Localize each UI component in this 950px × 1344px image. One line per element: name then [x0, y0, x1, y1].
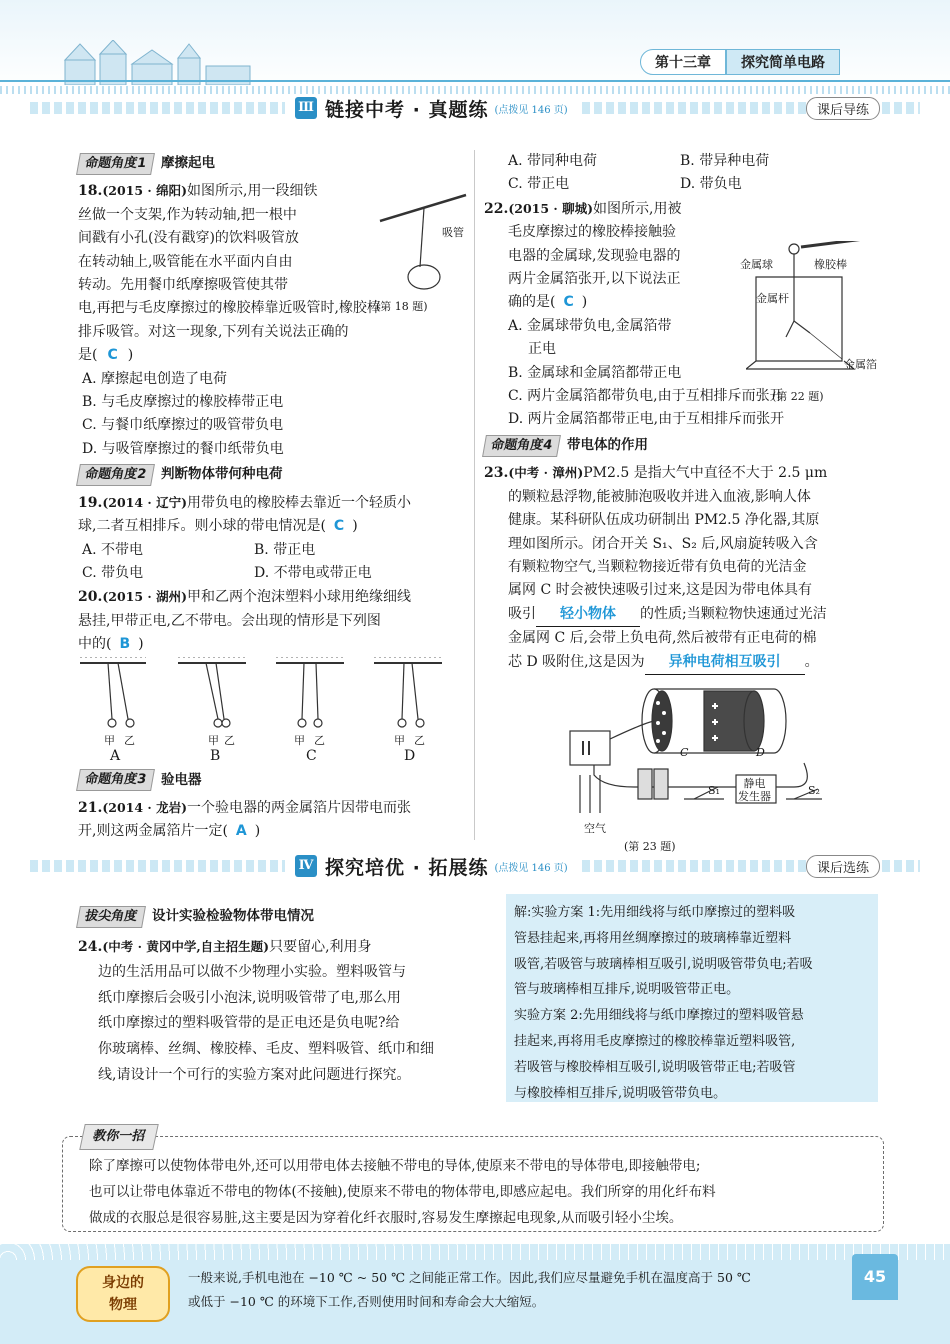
choice-label: A [110, 747, 121, 764]
q22-option: 正电 [528, 341, 556, 358]
q21-option: C. 带正电 [508, 176, 570, 193]
badge-line: 身边的 [102, 1275, 144, 1291]
angle-2 [78, 463, 468, 486]
ball-label: 乙 [414, 733, 425, 747]
page-number: 45 [852, 1254, 898, 1300]
q23-label-c: C [680, 745, 689, 759]
angle-text: 带电体的作用 [567, 436, 649, 453]
solution-line: 管悬挂起来,再将用丝绸摩擦过的玻璃棒靠近塑料 [514, 930, 792, 946]
question-20 [78, 585, 468, 766]
q22-line: 毛皮摩擦过的橡胶棒接触验 [508, 224, 676, 241]
q18-line: 转动。先用餐巾纸摩擦吸管使其带 [78, 277, 288, 294]
angle-label: 拔尖角度 [76, 906, 146, 928]
q19-options-row [82, 562, 468, 585]
q18-line: 间戳有小孔(没有戳穿)的饮料吸管放 [78, 230, 299, 247]
right-column [484, 150, 884, 853]
q22-line: 电器的金属球,发现验电器的 [508, 247, 681, 264]
q18-fig-caption: (第 18 题) [376, 300, 428, 314]
q20-figure-svg [78, 657, 468, 737]
teach-line: 除了摩擦可以使物体带电外,还可以用带电体去接触不带电的导体,使原来不带电的导体带电,即接触带电; [89, 1158, 701, 1174]
q19-option: D. 不带电或带正电 [254, 564, 372, 581]
column-divider [474, 150, 475, 840]
q21-line: 21.(2014 · 龙岩)一个验电器的两金属箔片因带电而张 [78, 799, 412, 816]
section-tag: 课后导练 [806, 97, 880, 120]
ball-label: 甲 [394, 733, 405, 747]
chapter-tab [640, 48, 840, 76]
solution-line: 实验方案 2:先用细线将与纸巾摩擦过的塑料吸管悬 [514, 1008, 804, 1024]
q23-line: 健康。某科研队伍成功研制出 PM2.5 净化器,其原 [508, 512, 820, 529]
q21-option: D. 带负电 [680, 176, 742, 193]
q22-fig-caption: (第 22 题) [772, 389, 824, 403]
q23-line: 金属网 C 后,会带上负电荷,然后被带有正电荷的棉 [508, 630, 817, 647]
section-banner-3 [30, 94, 920, 122]
angle-text: 设计实验检验物体带电情况 [152, 908, 315, 924]
section-title: 探究培优 · 拓展练 [325, 856, 489, 879]
banner-title-wrap [285, 94, 578, 122]
q22-option: B. 金属球和金属箔都带正电 [508, 364, 682, 381]
q22-option: A. 金属球带负电,金属箔带 [508, 317, 672, 334]
q23-label-d: D [756, 745, 765, 759]
answer: A [235, 823, 247, 840]
q24-line: 纸巾摩擦过的塑料吸管带的是正电还是负电呢?给 [98, 1015, 400, 1032]
teach-line: 也可以让带电体靠近不带电的物体(不接触),使原来不带电的物体带电,即感应起电。我们所穿的用化纤布料 [89, 1184, 716, 1200]
q22-line: 确的是( C ) [508, 294, 588, 311]
angle-text: 摩擦起电 [161, 155, 216, 171]
q22-line: 两片金属箔张开,以下说法正 [508, 271, 681, 288]
q23-line: 吸引 轻小物体 的性质;当颗粒物快速通过光洁 [484, 603, 884, 627]
q23-figure-svg [554, 683, 834, 833]
ball-label: 甲 [208, 733, 219, 747]
q18-line: 排斥吸管。对这一现象,下列有关说法正确的 [78, 323, 349, 340]
q23-line: 23.(中考 · 漳州)PM2.5 是指大气中直径不大于 2.5 μm [484, 465, 828, 482]
q23-fig-caption: (第 23 题) [624, 839, 676, 853]
answer: C [563, 294, 574, 311]
q22-fig-label-pole: 金属杆 [756, 291, 789, 305]
q20-figures [78, 657, 468, 767]
q18-line: 电,再把与毛皮摩擦过的橡胶棒靠近吸管时,橡胶棒 [78, 300, 381, 317]
question-24-block [78, 902, 478, 1088]
q22-option: D. 两片金属箔都带正电,由于互相排斥而张开 [508, 411, 785, 428]
section-banner-4 [30, 852, 920, 880]
angle-text: 判断物体带何种电荷 [161, 466, 283, 483]
castle-illustration [60, 40, 260, 85]
q21-option: B. 带异种电荷 [680, 153, 770, 169]
solution-line: 与橡胶棒相互排斥,说明吸管带负电。 [514, 1085, 727, 1101]
q22-line: 22.(2015 · 聊城)如图所示,用被 [484, 200, 682, 217]
footer-line: 或低于 −10 ℃ 的环境下工作,否则使用时间和寿命会大大缩短。 [188, 1294, 545, 1309]
q24-line: 边的生活用品可以做不少物理小实验。塑料吸管与 [98, 964, 406, 981]
answer: C [107, 347, 118, 364]
choice-label: D [404, 747, 416, 764]
teach-line: 做成的衣服总是很容易脏,这主要是因为穿着化纤衣服时,容易发生摩擦起电现象,从而吸引轻小尘埃。 [89, 1210, 683, 1226]
footer-line: 一般来说,手机电池在 −10 ℃ ~ 50 ℃ 之间能正常工作。因此,我们应尽量避免手机在温度高于 50 ℃ [188, 1270, 751, 1285]
q20-line: 中的( B ) [78, 636, 144, 653]
chapter-title: 探究简单电路 [726, 49, 840, 75]
angle-label: 命题角度1 [76, 153, 155, 175]
q18-option: C. 与餐巾纸摩擦过的吸管带负电 [82, 417, 284, 434]
angle-text: 验电器 [161, 771, 202, 788]
footer-badge [76, 1266, 170, 1322]
q18-fig-label: 吸管 [442, 226, 464, 240]
q23-line: 的颗粒悬浮物,能被肺泡吸收并进入血液,影响人体 [508, 488, 811, 505]
section-number: Ⅲ [295, 97, 317, 119]
q18-option: B. 与毛皮摩擦过的橡胶棒带正电 [82, 394, 284, 411]
section-hint: (点拨见 146 页) [494, 862, 568, 874]
q23-figure [484, 683, 884, 853]
question-22 [484, 197, 884, 432]
q23-label-gen: 静电 发生器 [738, 776, 771, 803]
ball-label: 甲 [294, 733, 305, 747]
q23-label-air: 空气 [584, 821, 606, 835]
section-tag: 课后选练 [806, 855, 880, 878]
header-dots [0, 86, 950, 94]
footer-wave [0, 1244, 950, 1260]
section-title: 链接中考 · 真题练 [325, 98, 489, 121]
question-18 [78, 179, 468, 461]
ball-label: 甲 [104, 733, 115, 747]
angle-label: 命题角度4 [482, 435, 561, 457]
solution-line: 若吸管与橡胶棒相互吸引,说明吸管带正电;若吸管 [514, 1059, 796, 1075]
q19-option: A. 不带电 [82, 541, 144, 558]
teach-box [62, 1136, 884, 1232]
question-21 [78, 796, 468, 844]
angle-label: 命题角度2 [76, 464, 155, 486]
ball-label: 乙 [224, 733, 235, 747]
q22-fig-label-ball: 金属球 [740, 257, 773, 271]
solution-box [506, 894, 878, 1102]
choice-label: C [306, 747, 317, 764]
chapter-number: 第十三章 [640, 49, 726, 75]
banner-title-wrap [285, 852, 578, 880]
q21-line: 开,则这两金属箔片一定( A ) [78, 823, 261, 840]
q23-label-s1: S₁ [708, 783, 720, 797]
q19-options-row [82, 539, 468, 562]
question-23 [484, 461, 884, 853]
q18-line: 在转动轴上,吸管能在水平面内自由 [78, 253, 293, 270]
solution-line: 解:实验方案 1:先用细线将与纸巾摩擦过的塑料吸 [514, 905, 796, 920]
q21-option: A. 带同种电荷 [508, 153, 598, 169]
solution-line: 挂起来,再将用毛皮摩擦过的橡胶棒靠近塑料吸管, [514, 1033, 796, 1049]
q19-option: B. 带正电 [254, 541, 316, 558]
header-rule [0, 80, 950, 82]
angle-3 [78, 769, 468, 792]
teach-tag: 教你一招 [79, 1124, 159, 1150]
angle-4 [484, 434, 884, 457]
section-hint: (点拨见 146 页) [494, 104, 568, 116]
badge-line: 物理 [109, 1297, 137, 1313]
angle-5 [78, 904, 478, 930]
q19-line: 19.(2014 · 辽宁)用带负电的橡胶棒去靠近一个轻质小 [78, 494, 412, 511]
q23-line: 有颗粒物空气,当颗粒物接近带有负电荷的光洁金 [508, 558, 807, 575]
section-number: Ⅳ [295, 855, 317, 877]
q23-line: 属网 C 时会被快速吸引过来,这是因为带电体具有 [508, 582, 813, 599]
q18-line: 丝做一个支架,作为转动轴,把一根中 [78, 206, 297, 223]
choice-label: B [210, 747, 221, 764]
q21-options-row [508, 173, 884, 196]
angle-1 [78, 152, 468, 175]
q22-fig-label-rod: 橡胶棒 [814, 257, 847, 271]
footer-text [188, 1266, 838, 1314]
q24-line: 线,请设计一个可行的实验方案对此问题进行探究。 [98, 1066, 411, 1083]
q23-line: 理如图所示。闭合开关 S₁、S₂ 后,风扇旋转吸入含 [508, 535, 818, 552]
question-19 [78, 491, 468, 586]
solution-line: 管与玻璃棒相互排斥,说明吸管带正电。 [514, 982, 740, 998]
q18-option: A. 摩擦起电创造了电荷 [82, 370, 228, 387]
q18-line: 18.(2015 · 绵阳)如图所示,用一段细铁 [78, 183, 318, 200]
answer-blank: 异种电荷相互吸引 [645, 651, 805, 675]
q23-label-s2: S₂ [808, 783, 820, 797]
q24-line: 纸巾摩擦后会吸引小泡沫,说明吸管带了电,那么用 [98, 989, 401, 1006]
ball-label: 乙 [314, 733, 325, 747]
q22-option: C. 两片金属箔都带负电,由于互相排斥而张开 [508, 388, 784, 405]
q20-line: 悬挂,甲带正电,乙不带电。会出现的情形是下列图 [78, 612, 381, 629]
answer: B [119, 636, 131, 653]
q24-line: 24.(中考 · 黄冈中学,自主招生题)只要留心,利用身 [78, 938, 372, 955]
q19-option: C. 带负电 [82, 564, 144, 581]
left-column [78, 150, 468, 844]
answer: C [333, 518, 345, 535]
q18-line: 是( C ) [78, 347, 134, 364]
q21-options-row [508, 150, 884, 173]
q22-fig-label-foil: 金属箔 [844, 357, 877, 371]
q20-line: 20.(2015 · 湖州)甲和乙两个泡沫塑料小球用绝缘细线 [78, 589, 412, 606]
q18-option: D. 与吸管摩擦过的餐巾纸带负电 [82, 440, 284, 457]
q24-line: 你玻璃棒、丝绸、橡胶棒、毛皮、塑料吸管、纸巾和细 [98, 1040, 434, 1057]
q19-line: 球,二者互相排斥。则小球的带电情况是( C ) [78, 518, 358, 535]
q23-line: 芯 D 吸附住,这是因为 异种电荷相互吸引 。 [484, 651, 884, 675]
angle-label: 命题角度3 [76, 769, 155, 791]
ball-label: 乙 [124, 733, 135, 747]
solution-line: 吸管,若吸管与玻璃棒相互吸引,说明吸管带负电;若吸 [514, 956, 813, 972]
answer-blank: 轻小物体 [536, 603, 640, 627]
